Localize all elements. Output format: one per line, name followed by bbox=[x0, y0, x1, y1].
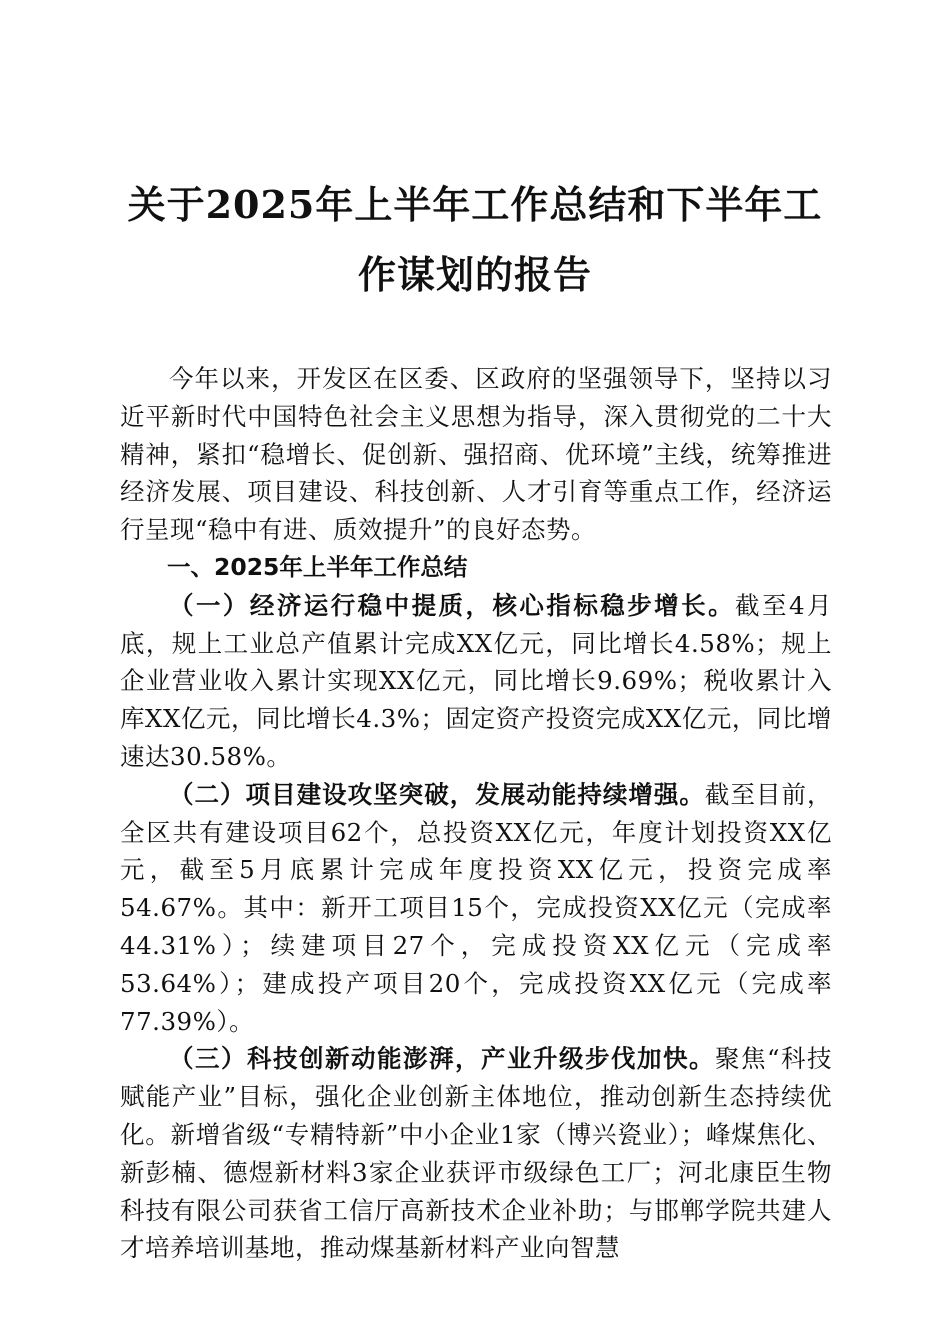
document-title: 关于2025年上半年工作总结和下半年工作谋划的报告 bbox=[127, 182, 823, 297]
intro-paragraph: 今年以来，开发区在区委、区政府的坚强领导下，坚持以习近平新时代中国特色社会主义思想为指导，深入贯彻党的二十大精神，紧扣“稳增长、促创新、强招商、优环境”主线，统筹推进经济发展、项目建设、科技创新、人才引育等重点工作，经济运行呈现“稳中有进、质效提升”的良好态势。 bbox=[120, 364, 832, 545]
subsection-3-heading: （三）科技创新动能澎湃，产业升级步伐加快。 bbox=[169, 1044, 715, 1074]
document-body bbox=[120, 360, 832, 1267]
section-heading-1: 一、2025年上半年工作总结 bbox=[167, 552, 468, 581]
subsection-2-paragraph bbox=[120, 776, 832, 1041]
subsection-1-paragraph bbox=[120, 587, 832, 776]
subsection-2-text: 截至目前，全区共有建设项目62个，总投资XX亿元，年度计划投资XX亿元，截至5月底累计完成年度投资XX亿元，投资完成率54.67%。其中：新开工项目15个，完成投资XX亿元（完成率44.31%）；续建项目27个，完成投资XX亿元（完成率53.64%）；建成投产项目20个，完成投资XX亿元（完成率77.39%）。 bbox=[120, 779, 833, 1036]
subsection-1-text: 截至4月底，规上工业总产值累计完成XX亿元，同比增长4.58%；规上企业营业收入累计实现XX亿元，同比增长9.69%；税收累计入库XX亿元，同比增长4.3%；固定资产投资完成XX亿元，同比增速达30.58%。 bbox=[120, 590, 832, 771]
subsection-2-heading: （二）项目建设攻坚突破，发展动能持续增强。 bbox=[169, 779, 705, 809]
subsection-1-heading: （一）经济运行稳中提质，核心指标稳步增长。 bbox=[169, 590, 736, 620]
subsection-3-text: 聚焦“科技赋能产业”目标，强化企业创新主体地位，推动创新生态持续优化。新增省级“专精特新”中小企业1家（博兴瓷业）；峰煤焦化、新彭楠、德煜新材料3家企业获评市级绿色工厂；河北康臣生物科技有限公司获省工信厅高新技术企业补助；与邯郸学院共建人才培养培训基地，推动煤基新材料产业向智慧 bbox=[120, 1044, 833, 1263]
subsection-3-paragraph bbox=[120, 1040, 832, 1267]
